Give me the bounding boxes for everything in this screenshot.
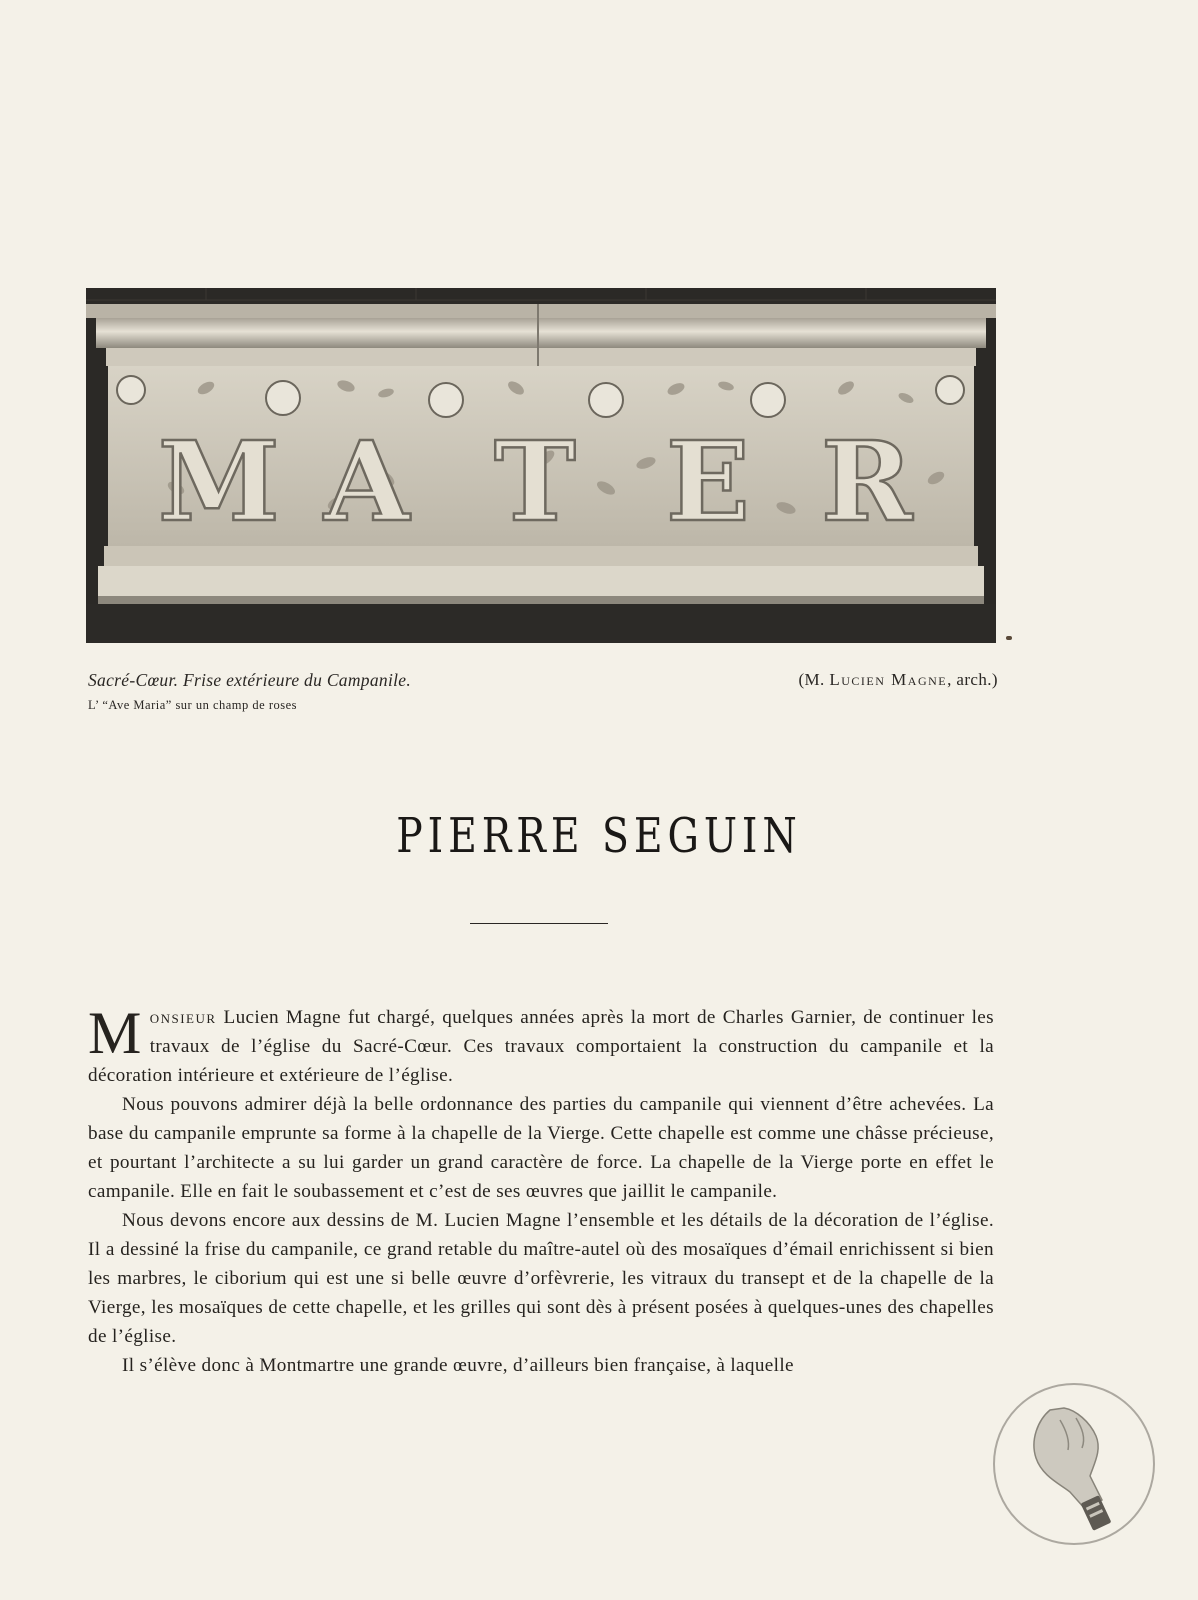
collector-stamp-icon — [990, 1380, 1158, 1548]
article-body — [88, 1000, 994, 1380]
stray-ink-mark — [1006, 636, 1012, 640]
article-title: PIERRE SEGUIN — [396, 808, 802, 864]
photo-credit — [798, 670, 998, 690]
frieze-letter: E — [666, 417, 750, 546]
paragraph-2: Nous pouvons admirer déjà la belle ordonnance des parties du campanile qui viennent d’être achevées. La base du campanile emprunte sa forme à la chapelle de la Vierge. Cette chapelle est comme une châsse précieuse, et pourtant l’architecte a su lui garder un grand caractère de force. La chapelle de la Vierge porte en effet le campanile. Elle en fait le soubassement et c’est de ses œuvres que jaillit le campanile. — [88, 1094, 994, 1202]
title-divider — [470, 923, 608, 924]
paragraph-1-text: Lucien Magne fut chargé, quelques années après la mort de Charles Garnier, de continuer les travaux de l’église du Sacré-Cœur. Ces travaux comportaient la construction du campanile et la décoration intérieure et extérieure de l’église. — [88, 1007, 994, 1086]
first-word: onsieur — [149, 1007, 217, 1028]
frieze-letter: R — [821, 417, 913, 546]
paragraph-4: Il s’élève donc à Montmartre une grande œuvre, d’ailleurs bien française, à laquelle — [122, 1355, 794, 1376]
drop-cap: M — [88, 1000, 142, 1066]
frieze-letter: T — [494, 417, 576, 546]
credit-architect-name: Lucien Magne — [829, 670, 948, 689]
photo-caption: Sacré-Cœur. Frise extérieure du Campanile. — [88, 670, 412, 690]
frieze-photograph — [86, 288, 996, 643]
frieze-letter: M — [158, 417, 280, 546]
paragraph-3: Nous devons encore aux dessins de M. Lucien Magne l’ensemble et les détails de la décoration de l’église. Il a dessiné la frise du campanile, ce grand retable du maître-autel où des mosaïques d’émail enrichissent si bien les marbres, le ciborium qui est une si belle œuvre d’orfèvrerie, les vitraux du transept et de la chapelle de la Vierge, les mosaïques de cette chapelle, et les grilles qui sont dès à présent posées à quelques-unes des chapelles de l’église. — [88, 1210, 994, 1347]
frieze-letter: A — [324, 417, 410, 546]
credit-prefix: (M. — [798, 670, 830, 689]
photo-subcaption: L’ “Ave Maria” sur un champ de roses — [88, 698, 298, 712]
credit-suffix: , arch.) — [947, 670, 998, 689]
paragraph-1 — [88, 1000, 994, 1090]
